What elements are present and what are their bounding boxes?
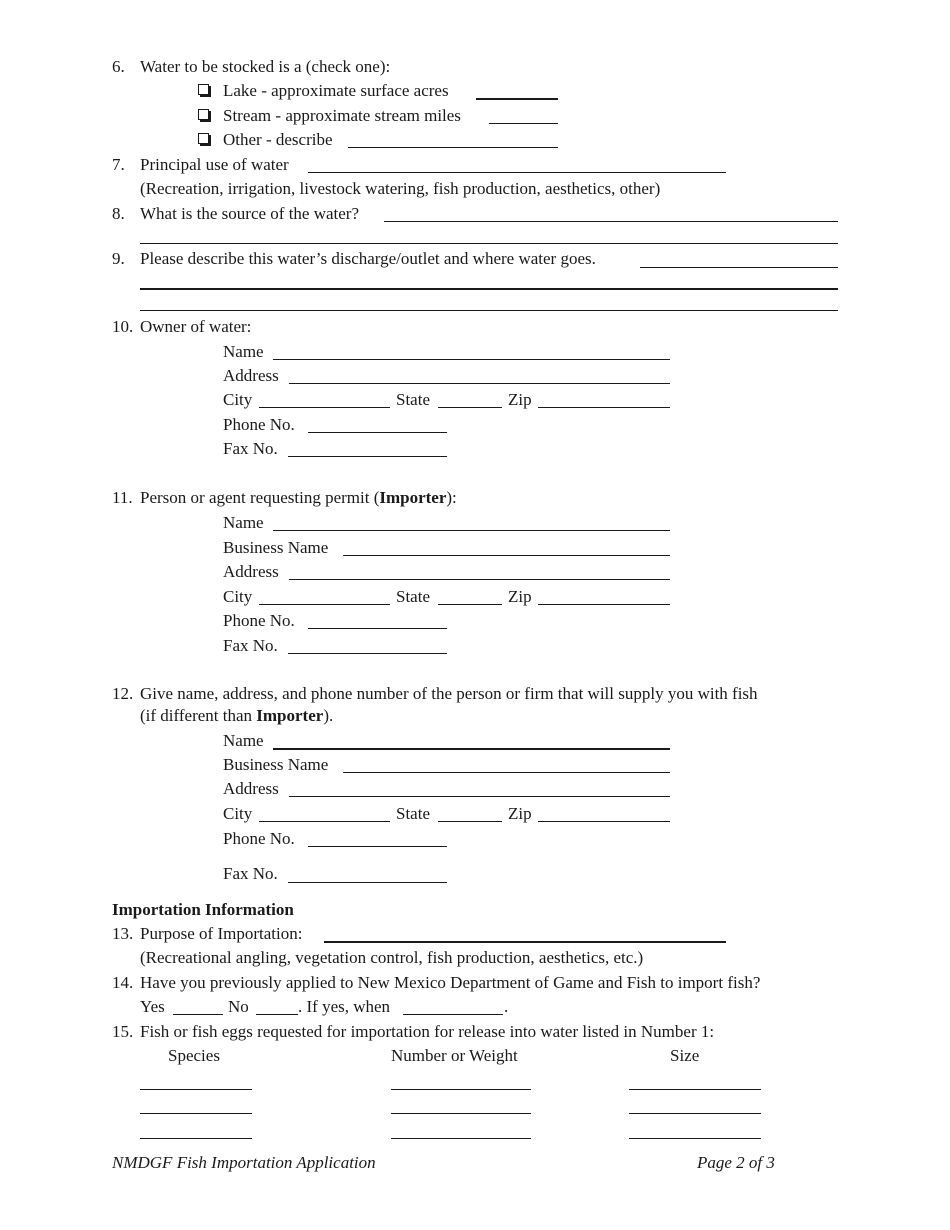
yes-label: Yes [140, 997, 165, 1016]
supplier-zip-field[interactable] [538, 821, 670, 822]
species-field[interactable] [140, 1138, 252, 1139]
q11-question: Person or agent requesting permit (Importer): [140, 488, 457, 507]
other-checkbox[interactable] [198, 133, 209, 144]
q11-number: 11. [112, 488, 133, 507]
q12-question: Give name, address, and phone number of the person or firm that will supply you with fish [140, 684, 758, 703]
supplier-fax-field[interactable] [288, 882, 447, 883]
supplier-zip-label: Zip [508, 804, 532, 823]
supplier-name-label: Name [223, 731, 264, 750]
q13-question: Purpose of Importation: [140, 924, 303, 943]
q8-number: 8. [112, 204, 125, 223]
owner-city-label: City [223, 390, 253, 409]
q10-number: 10. [112, 317, 134, 336]
importer-phone-field[interactable] [308, 628, 447, 629]
q12-number: 12. [112, 684, 134, 703]
size-field[interactable] [629, 1089, 761, 1090]
importer-business-label: Business Name [223, 538, 329, 557]
supplier-state-field[interactable] [438, 821, 502, 822]
importer-state-field[interactable] [438, 604, 502, 605]
other-describe-field[interactable] [348, 147, 558, 148]
stream-checkbox[interactable] [198, 109, 209, 120]
size-field[interactable] [629, 1138, 761, 1139]
no-label: No [228, 997, 249, 1016]
owner-zip-field[interactable] [538, 407, 670, 408]
importer-address-field[interactable] [289, 579, 670, 580]
number-weight-column-header: Number or Weight [391, 1046, 518, 1065]
importer-zip-field[interactable] [538, 604, 670, 605]
q15-number: 15. [112, 1022, 134, 1041]
q7-hint: (Recreation, irrigation, livestock watering, fish production, aesthetics, other) [140, 179, 661, 198]
importer-name-field[interactable] [273, 530, 670, 531]
principal-use-field[interactable] [308, 172, 726, 173]
owner-phone-label: Phone No. [223, 415, 295, 434]
importer-business-field[interactable] [343, 555, 670, 556]
supplier-business-label: Business Name [223, 755, 329, 774]
owner-zip-label: Zip [508, 390, 532, 409]
no-field[interactable] [256, 1014, 298, 1015]
q6-question: Water to be stocked is a (check one): [140, 57, 391, 76]
q9-question: Please describe this water’s discharge/outlet and where water goes. [140, 249, 596, 268]
importer-city-field[interactable] [259, 604, 390, 605]
lake-option-label: Lake - approximate surface acres [223, 81, 449, 100]
supplier-fax-label: Fax No. [223, 864, 278, 883]
q9-number: 9. [112, 249, 125, 268]
importer-fax-field[interactable] [288, 653, 447, 654]
supplier-state-label: State [396, 804, 430, 823]
yes-field[interactable] [173, 1014, 223, 1015]
q15-question: Fish or fish eggs requested for importation for release into water listed in Number 1: [140, 1022, 715, 1041]
number-weight-field[interactable] [391, 1138, 531, 1139]
footer-page-number: Page 2 of 3 [697, 1153, 775, 1172]
importer-phone-label: Phone No. [223, 611, 295, 630]
stream-option-label: Stream - approximate stream miles [223, 106, 461, 125]
lake-checkbox[interactable] [198, 84, 209, 95]
q10-question: Owner of water: [140, 317, 252, 336]
owner-state-field[interactable] [438, 407, 502, 408]
purpose-field[interactable] [324, 941, 726, 943]
supplier-phone-field[interactable] [308, 846, 447, 847]
size-column-header: Size [670, 1046, 700, 1065]
owner-phone-field[interactable] [308, 432, 447, 433]
number-weight-field[interactable] [391, 1089, 531, 1090]
species-field[interactable] [140, 1089, 252, 1090]
q8-question: What is the source of the water? [140, 204, 360, 223]
q13-hint: (Recreational angling, vegetation control, fish production, aesthetics, etc.) [140, 948, 644, 967]
species-column-header: Species [168, 1046, 220, 1065]
supplier-address-field[interactable] [289, 796, 670, 797]
q13-number: 13. [112, 924, 134, 943]
importer-state-label: State [396, 587, 430, 606]
owner-name-label: Name [223, 342, 264, 361]
section-heading: Importation Information [112, 900, 294, 919]
owner-address-field[interactable] [289, 383, 670, 384]
species-field[interactable] [140, 1113, 252, 1114]
water-source-field-line2[interactable] [140, 243, 838, 244]
other-option-label: Other - describe [223, 130, 333, 149]
supplier-city-field[interactable] [259, 821, 390, 822]
stream-miles-field[interactable] [489, 123, 558, 124]
when-field[interactable] [403, 1014, 503, 1015]
q14-number: 14. [112, 973, 134, 992]
importer-zip-label: Zip [508, 587, 532, 606]
footer-title: NMDGF Fish Importation Application [112, 1153, 376, 1172]
discharge-field[interactable] [640, 267, 838, 268]
owner-address-label: Address [223, 366, 279, 385]
q14-question: Have you previously applied to New Mexico Department of Game and Fish to import fish? [140, 973, 761, 992]
q7-number: 7. [112, 155, 125, 174]
discharge-field-line2[interactable] [140, 288, 838, 290]
q12-question-line2: (if different than Importer). [140, 706, 334, 725]
water-source-field[interactable] [384, 221, 838, 222]
size-field[interactable] [629, 1113, 761, 1114]
supplier-phone-label: Phone No. [223, 829, 295, 848]
lake-acres-field[interactable] [476, 98, 558, 100]
number-weight-field[interactable] [391, 1113, 531, 1114]
importer-address-label: Address [223, 562, 279, 581]
supplier-city-label: City [223, 804, 253, 823]
importer-name-label: Name [223, 513, 264, 532]
owner-city-field[interactable] [259, 407, 390, 408]
supplier-name-field[interactable] [273, 748, 670, 750]
owner-name-field[interactable] [273, 359, 670, 360]
owner-state-label: State [396, 390, 430, 409]
if-yes-label: . If yes, when [298, 997, 391, 1016]
q7-question: Principal use of water [140, 155, 289, 174]
importer-fax-label: Fax No. [223, 636, 278, 655]
importer-city-label: City [223, 587, 253, 606]
when-period: . [504, 997, 509, 1016]
owner-fax-field[interactable] [288, 456, 447, 457]
q6-number: 6. [112, 57, 125, 76]
supplier-address-label: Address [223, 779, 279, 798]
discharge-field-line3[interactable] [140, 310, 838, 311]
owner-fax-label: Fax No. [223, 439, 278, 458]
supplier-business-field[interactable] [343, 772, 670, 773]
